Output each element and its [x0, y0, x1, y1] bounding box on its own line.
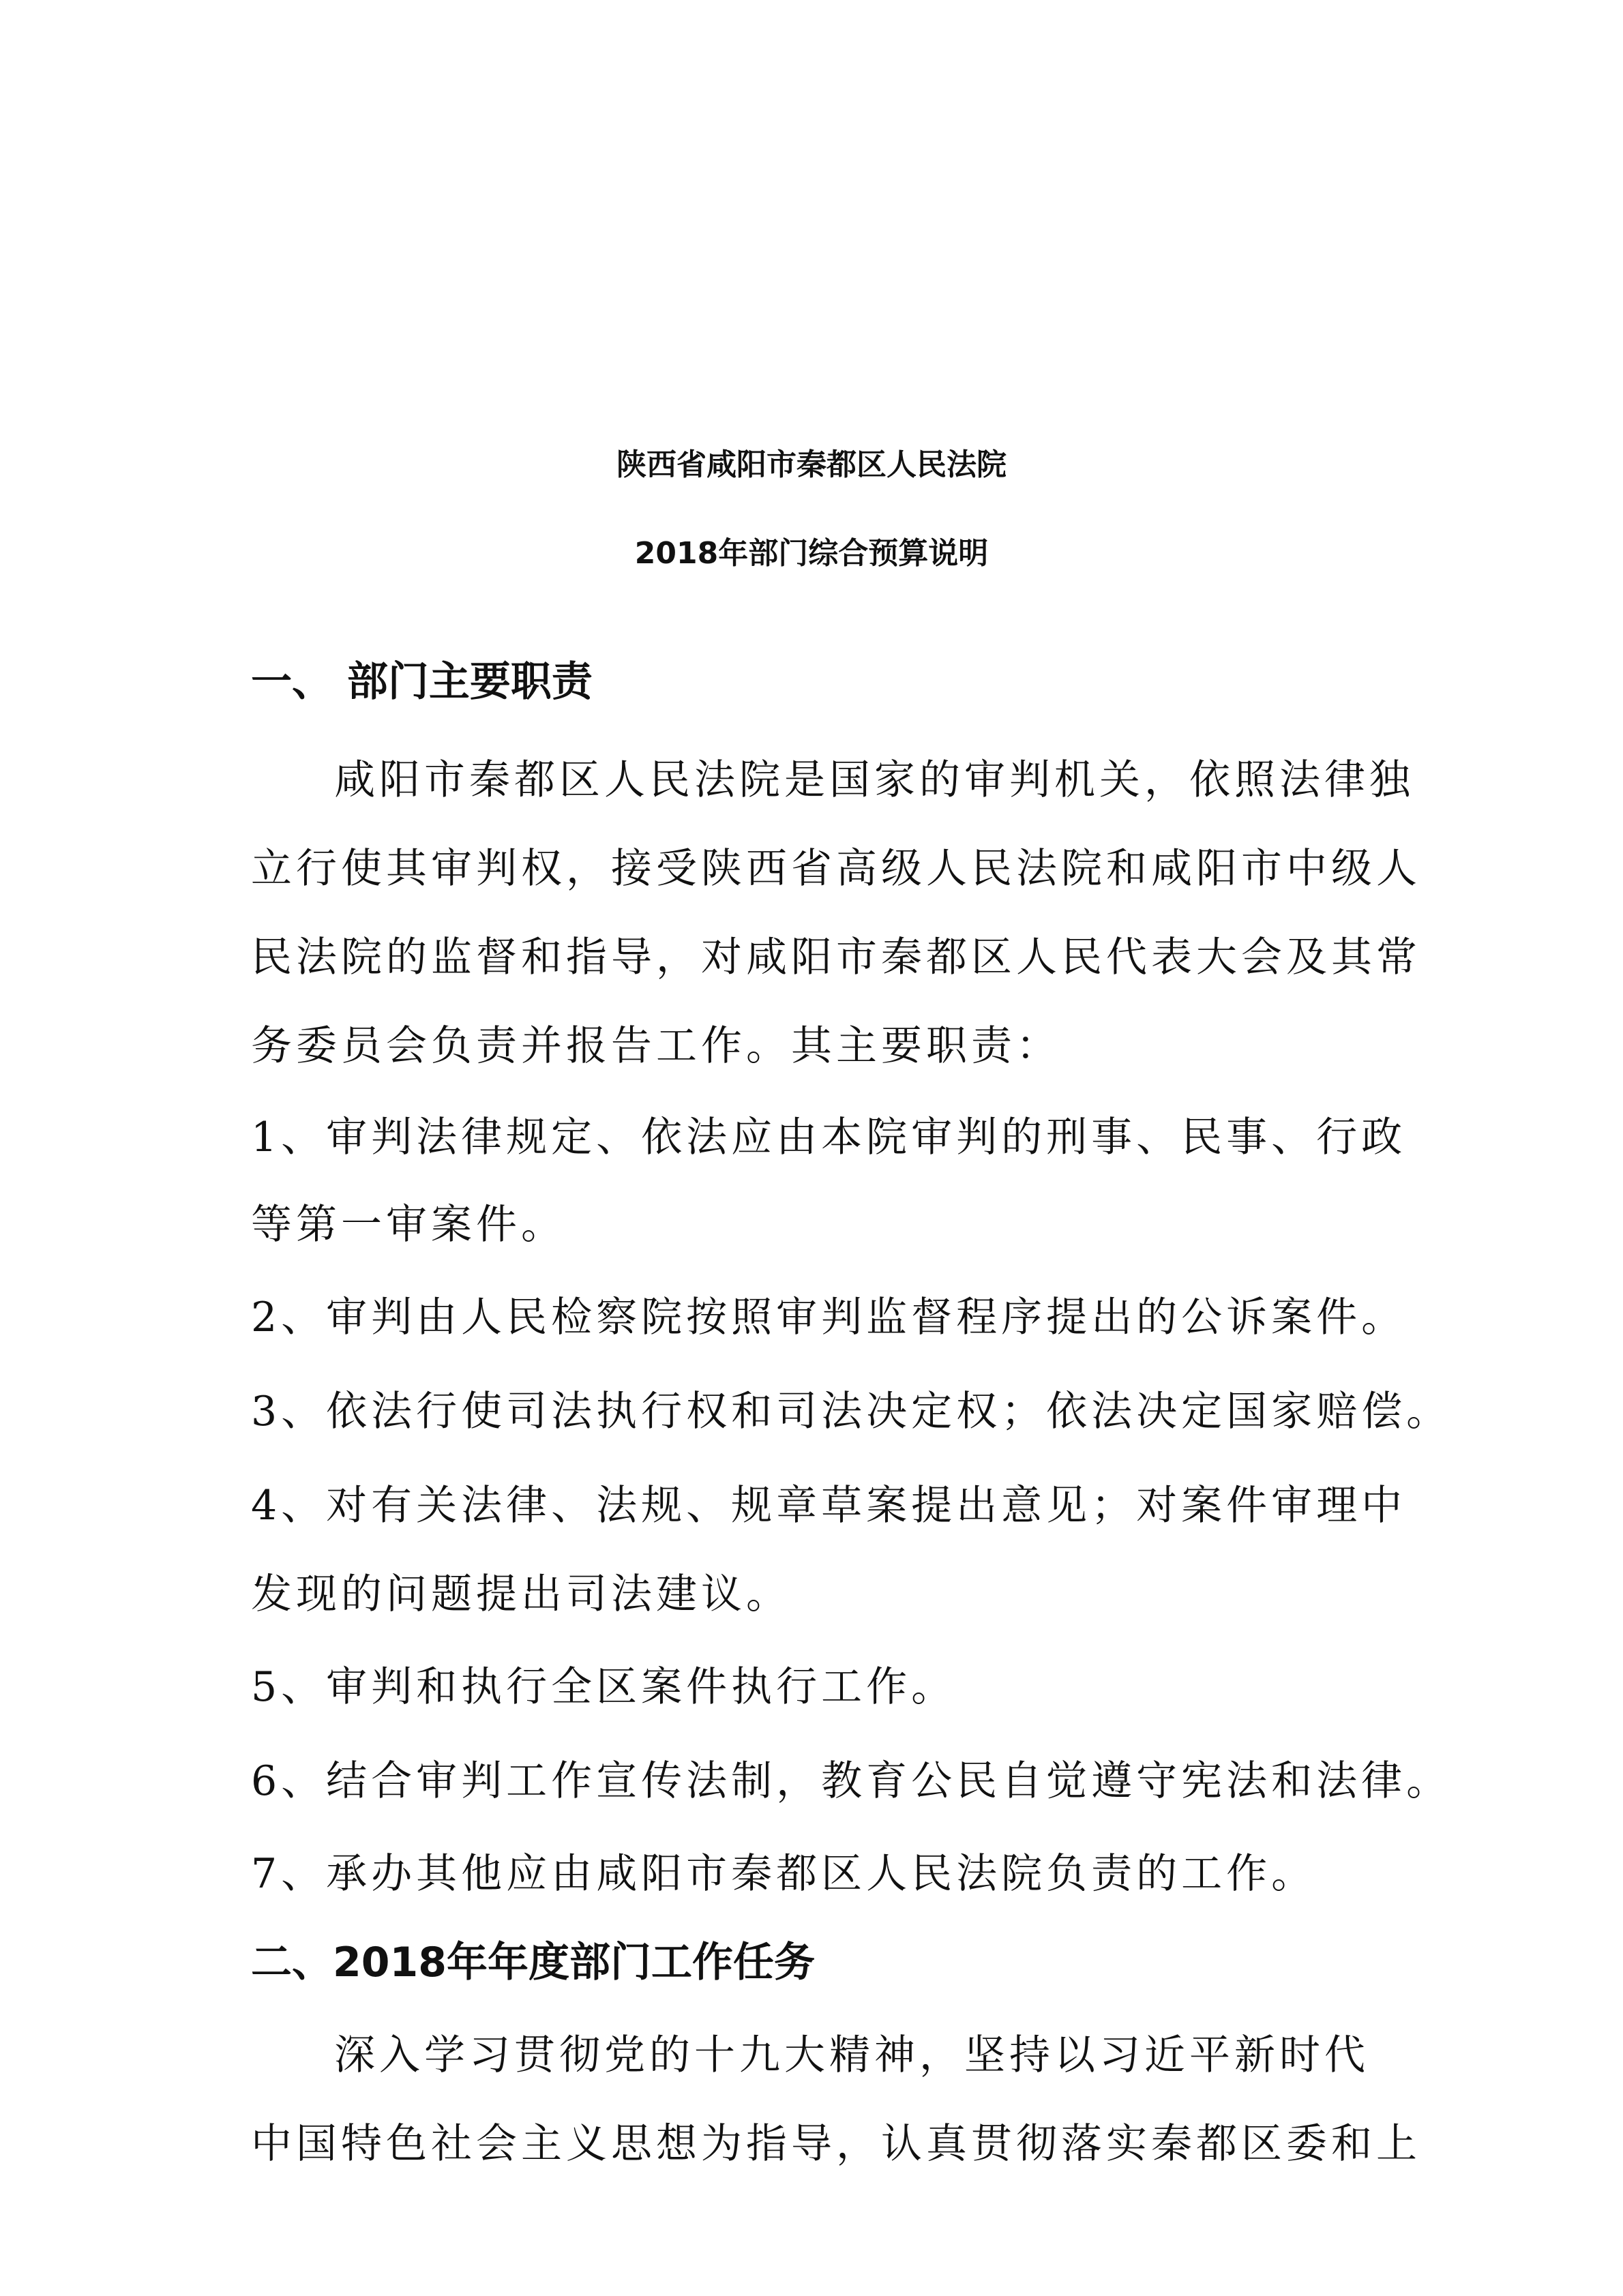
- duty-7: 7、承办其他应由咸阳市秦都区人民法院负责的工作。: [251, 1850, 1317, 1898]
- duty-1-line-1: 1、审判法律规定、依法应由本院审判的刑事、民事、行政: [251, 1114, 1407, 1161]
- section-2-line-1: 深入学习贯彻党的十九大精神，坚持以习近平新时代: [334, 2031, 1369, 2079]
- section-2-line-2: 中国特色社会主义思想为指导，认真贯彻落实秦都区委和上: [251, 2120, 1421, 2168]
- document-title-line-1: 陕西省咸阳市秦都区人民法院: [616, 447, 1007, 482]
- duty-1-line-2: 等第一审案件。: [251, 1201, 566, 1249]
- section-1-heading: 一、 部门主要职责: [251, 658, 593, 706]
- intro-line-1: 咸阳市秦都区人民法院是国家的审判机关，依照法律独: [334, 756, 1414, 804]
- duty-3: 3、依法行使司法执行权和司法决定权；依法决定国家赔偿。: [251, 1388, 1452, 1435]
- duty-4-line-2: 发现的问题提出司法建议。: [251, 1570, 791, 1618]
- duty-4-line-1: 4、对有关法律、法规、规章草案提出意见；对案件审理中: [251, 1482, 1407, 1530]
- intro-line-4: 务委员会负责并报告工作。其主要职责：: [251, 1022, 1061, 1070]
- intro-line-3: 民法院的监督和指导，对咸阳市秦都区人民代表大会及其常: [251, 934, 1421, 981]
- intro-line-2: 立行使其审判权，接受陕西省高级人民法院和咸阳市中级人: [251, 845, 1421, 893]
- duty-5: 5、审判和执行全区案件执行工作。: [251, 1663, 957, 1711]
- duty-6: 6、结合审判工作宣传法制，教育公民自觉遵守宪法和法律。: [251, 1757, 1452, 1805]
- duty-2: 2、审判由人民检察院按照审判监督程序提出的公诉案件。: [251, 1294, 1407, 1341]
- document-title-line-2: 2018年部门综合预算说明: [634, 536, 989, 571]
- section-2-heading: 二、2018年年度部门工作任务: [251, 1939, 815, 1986]
